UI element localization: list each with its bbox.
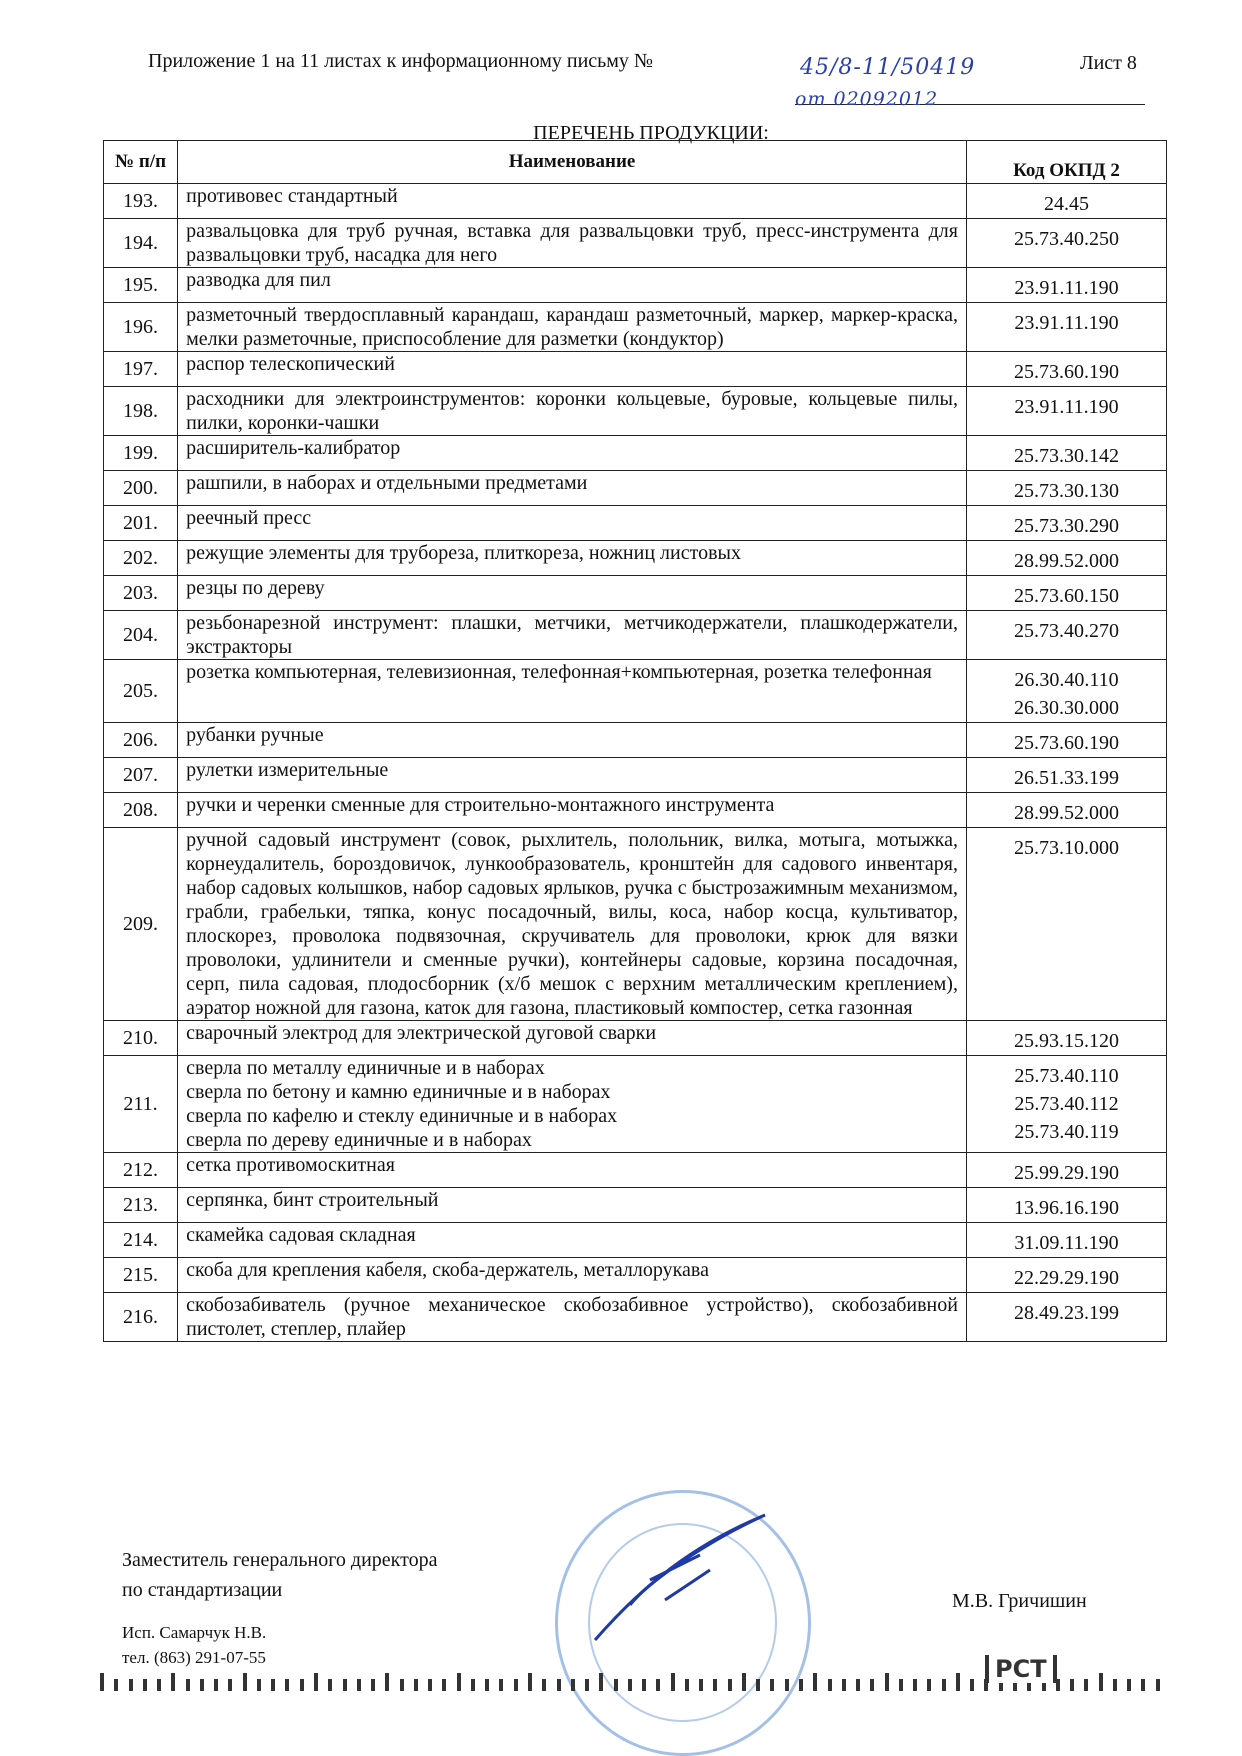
okpd2-code-cell [966,184,1166,219]
table-body [104,184,1167,1342]
okpd2-code: 28.49.23.199 [1013,1302,1119,1324]
product-name: расходники для электроинструментов: коронки кольцевые, буровые, кольцевые пилы, пилки, коронки-чашки [178,387,967,436]
okpd2-code: 23.91.11.190 [1014,396,1119,418]
okpd2-code: 25.73.40.112 [1014,1093,1119,1115]
table-row [104,1258,1167,1293]
row-number: 209. [104,828,178,1021]
okpd2-code: 26.30.40.110 [1014,669,1119,691]
header-num: № п/п [104,141,178,184]
product-name: противовес стандартный [178,184,967,219]
tick-mark [485,1679,489,1691]
sheet-number: Лист 8 [1080,52,1137,74]
attachment-header: Приложение 1 на 11 листах к информационному письму № [148,50,654,72]
table-row [104,660,1167,723]
role-line-2: по стандартизации [122,1579,283,1601]
okpd2-code-cell [966,268,1166,303]
tick-mark [571,1679,575,1691]
tick-mark [271,1679,275,1691]
tick-mark [1099,1673,1103,1691]
handwritten-letter-number: 45/8-11/50419 [800,55,976,80]
tick-mark [1141,1679,1145,1691]
okpd2-code-cell [966,1293,1166,1342]
product-name: скамейка садовая складная [178,1223,967,1258]
tick-mark [1127,1679,1131,1691]
tick-mark [942,1679,946,1691]
product-name: резьбонарезной инструмент: плашки, метчики, метчикодержатели, плашкодержатели, экстракторы [178,611,967,660]
okpd2-code: 26.30.30.000 [1013,697,1119,719]
table-row [104,1293,1167,1342]
okpd2-code-cell [966,1021,1166,1056]
tick-mark [471,1679,475,1691]
product-name: розетка компьютерная, телевизионная, телефонная+компьютерная, розетка телефонная [178,660,967,723]
tick-mark [927,1679,931,1691]
okpd2-code: 25.73.40.270 [1013,620,1119,642]
rst-logo: РСТ [985,1655,1057,1683]
tick-mark [828,1679,832,1691]
table-row [104,506,1167,541]
tick-mark [614,1679,618,1691]
okpd2-code: 23.91.11.190 [1014,277,1119,299]
tick-mark [528,1673,532,1691]
tick-mark [785,1679,789,1691]
executor-name: Исп. Самарчук Н.В. [122,1623,267,1642]
okpd2-code-cell [966,611,1166,660]
product-name: скобозабиватель (ручное механическое скобозабивное устройство), скобозабивной пистолет, степлер, плайер [178,1293,967,1342]
table-row [104,828,1167,1021]
tick-mark [314,1673,318,1691]
okpd2-code-cell [966,758,1166,793]
header-code: Код ОКПД 2 [966,141,1166,184]
product-name: сварочный электрод для электрической дуговой сварки [178,1021,967,1056]
product-name: скоба для крепления кабеля, скоба-держатель, металлорукава [178,1258,967,1293]
okpd2-code: 25.73.30.290 [1013,515,1119,537]
row-number: 208. [104,793,178,828]
tick-mark [400,1679,404,1691]
tick-mark [243,1673,247,1691]
okpd2-code: 25.73.30.130 [1013,480,1119,502]
okpd2-code: 28.99.52.000 [1013,550,1119,572]
okpd2-code: 25.73.60.190 [1013,361,1119,383]
tick-mark [671,1673,675,1691]
product-name: распор телескопический [178,352,967,387]
tick-mark [856,1679,860,1691]
tick-mark [599,1673,603,1691]
tick-mark [770,1679,774,1691]
tick-mark [656,1679,660,1691]
product-name: рубанки ручные [178,723,967,758]
tick-mark [885,1673,889,1691]
row-number: 206. [104,723,178,758]
tick-mark [129,1679,133,1691]
okpd2-code-cell [966,1188,1166,1223]
row-number: 200. [104,471,178,506]
product-name-line: сверла по дереву единичные и в наборах [186,1129,532,1151]
product-name-line: сверла по металлу единичные и в наборах [186,1057,545,1079]
signatory-name: М.В. Гричишин [952,1590,1087,1612]
signature [590,1510,770,1650]
tick-mark [685,1679,689,1691]
tick-mark [699,1679,703,1691]
table-row [104,471,1167,506]
tick-mark [1113,1679,1117,1691]
tick-mark [371,1679,375,1691]
tick-mark [642,1679,646,1691]
product-name: расширитель-калибратор [178,436,967,471]
tick-mark [742,1673,746,1691]
product-name [178,1056,967,1153]
tick-mark [114,1679,118,1691]
tick-mark [813,1673,817,1691]
tick-mark [913,1679,917,1691]
tick-mark [385,1673,389,1691]
okpd2-code: 25.73.40.250 [1013,228,1119,250]
table-row [104,436,1167,471]
tick-mark [585,1679,589,1691]
tick-mark [970,1679,974,1691]
okpd2-code-cell [966,219,1166,268]
header-name: Наименование [178,141,967,184]
okpd2-code-cell [966,828,1166,1021]
tick-mark [756,1679,760,1691]
row-number: 203. [104,576,178,611]
table-row [104,352,1167,387]
tick-mark [328,1679,332,1691]
okpd2-code: 25.73.40.119 [1014,1121,1119,1143]
document-title: ПЕРЕЧЕНЬ ПРОДУКЦИИ: [533,122,769,144]
table-row [104,1188,1167,1223]
row-number: 205. [104,660,178,723]
okpd2-code-cell [966,1153,1166,1188]
tick-mark [428,1679,432,1691]
product-name: реечный пресс [178,506,967,541]
okpd2-code-cell [966,1258,1166,1293]
tick-mark [799,1679,803,1691]
signatory-role [122,1545,438,1605]
tick-mark [1156,1679,1160,1691]
okpd2-code: 25.73.30.142 [1013,445,1119,467]
row-number: 194. [104,219,178,268]
tick-mark [357,1679,361,1691]
product-name: рашпили, в наборах и отдельными предметами [178,471,967,506]
okpd2-code: 25.73.40.110 [1014,1065,1119,1087]
okpd2-code: 13.96.16.190 [1013,1197,1119,1219]
tick-mark [514,1679,518,1691]
row-number: 202. [104,541,178,576]
tick-mark [728,1679,732,1691]
tick-mark [257,1679,261,1691]
tick-mark [186,1679,190,1691]
product-name: рулетки измерительные [178,758,967,793]
okpd2-code-cell [966,387,1166,436]
table-row [104,219,1167,268]
okpd2-code: 25.93.15.120 [1013,1030,1119,1052]
tick-mark [285,1679,289,1691]
tick-mark [542,1679,546,1691]
row-number: 201. [104,506,178,541]
product-name: ручной садовый инструмент (совок, рыхлитель, полольник, вилка, мотыга, мотыжка, корнеудалитель, бороздовичок, лункообразователь, кронштейн для садового инвентаря, набор садовых колышков, набор садовых ярлыков, ручка с быстрозажимным механизмом, грабли, грабельки, тяпка, конус посадочный, вилы, коса, набор косца, культиватор, плоскорез, проволока подвязочная, скручиватель для проволоки, крюк для вязки проволоки, удлинители и сменные ручки), контейнеры садовые, корзина посадочная, серп, пила садовая, плодосборник (х/б мешок с верхним металлическим креплением), аэратор ножной для газона, каток для газона, пластиковый компостер, сетка газонная [178,828,967,1021]
okpd2-code: 28.99.52.000 [1013,802,1119,824]
product-name: серпянка, бинт строительный [178,1188,967,1223]
product-name: сетка противомоскитная [178,1153,967,1188]
row-number: 207. [104,758,178,793]
tick-mark [899,1679,903,1691]
okpd2-code: 24.45 [1043,193,1089,215]
okpd2-code-cell [966,303,1166,352]
table-row [104,268,1167,303]
okpd2-code-cell [966,1223,1166,1258]
tick-mark [171,1673,175,1691]
row-number: 197. [104,352,178,387]
okpd2-code-cell [966,436,1166,471]
table-row [104,611,1167,660]
tick-mark [842,1679,846,1691]
tick-mark [457,1673,461,1691]
tick-mark [157,1679,161,1691]
tick-mark [1070,1679,1074,1691]
row-number: 198. [104,387,178,436]
row-number: 199. [104,436,178,471]
okpd2-code-cell [966,576,1166,611]
handwritten-letter-date: от 02092012 [795,88,939,110]
executor-info [122,1620,266,1670]
table-row [104,1223,1167,1258]
product-name: ручки и черенки сменные для строительно-монтажного инструмента [178,793,967,828]
okpd2-code-cell [966,723,1166,758]
product-name: режущие элементы для трубореза, плиткореза, ножниц листовых [178,541,967,576]
tick-mark [343,1679,347,1691]
row-number: 215. [104,1258,178,1293]
row-number: 214. [104,1223,178,1258]
okpd2-code: 31.09.11.190 [1014,1232,1119,1254]
okpd2-code: 25.73.60.150 [1013,585,1119,607]
table-row [104,576,1167,611]
okpd2-code: 25.73.60.190 [1013,732,1119,754]
product-table [103,140,1167,1342]
table-row [104,1056,1167,1153]
table-row [104,387,1167,436]
tick-mark [499,1679,503,1691]
product-name: развальцовка для труб ручная, вставка для развальцовки труб, пресс-инструмента для развальцовки труб, насадка для него [178,219,967,268]
okpd2-code-cell [966,541,1166,576]
okpd2-code-cell [966,793,1166,828]
okpd2-code: 25.99.29.190 [1013,1162,1119,1184]
row-number: 196. [104,303,178,352]
product-name: резцы по дереву [178,576,967,611]
tick-mark [143,1679,147,1691]
table-row [104,303,1167,352]
tick-mark [228,1679,232,1691]
row-number: 204. [104,611,178,660]
tick-mark [870,1679,874,1691]
table-row [104,793,1167,828]
tick-mark [100,1673,104,1691]
okpd2-code-cell [966,506,1166,541]
product-name-line: сверла по кафелю и стеклу единичные и в наборах [186,1105,618,1127]
tick-mark [442,1679,446,1691]
table-row [104,541,1167,576]
okpd2-code: 22.29.29.190 [1013,1267,1119,1289]
product-name: разводка для пил [178,268,967,303]
okpd2-code-cell [966,471,1166,506]
role-line-1: Заместитель генерального директора [122,1549,438,1571]
okpd2-code: 23.91.11.190 [1014,312,1119,334]
okpd2-code-cell [966,660,1166,723]
table-row [104,1021,1167,1056]
product-name: разметочный твердосплавный карандаш, карандаш разметочный, маркер, маркер-краска, мелки разметочные, приспособление для разметки (кондуктор) [178,303,967,352]
table-row [104,723,1167,758]
tick-mark [214,1679,218,1691]
row-number: 216. [104,1293,178,1342]
okpd2-code: 25.73.10.000 [1013,837,1119,859]
table-row [104,184,1167,219]
okpd2-code-cell [966,352,1166,387]
row-number: 213. [104,1188,178,1223]
tick-mark [956,1673,960,1691]
tick-mark [300,1679,304,1691]
row-number: 195. [104,268,178,303]
executor-phone: тел. (863) 291-07-55 [122,1648,266,1667]
table-header-row [104,141,1167,184]
tick-mark [414,1679,418,1691]
table-row [104,1153,1167,1188]
row-number: 212. [104,1153,178,1188]
tick-mark [1084,1679,1088,1691]
product-name-line: сверла по бетону и камню единичные и в наборах [186,1081,611,1103]
row-number: 210. [104,1021,178,1056]
tick-mark [557,1679,561,1691]
tick-mark [713,1679,717,1691]
okpd2-code: 26.51.33.199 [1013,767,1119,789]
tick-mark [200,1679,204,1691]
row-number: 211. [104,1056,178,1153]
table-row [104,758,1167,793]
row-number: 193. [104,184,178,219]
okpd2-code-cell [966,1056,1166,1153]
tick-mark [628,1679,632,1691]
